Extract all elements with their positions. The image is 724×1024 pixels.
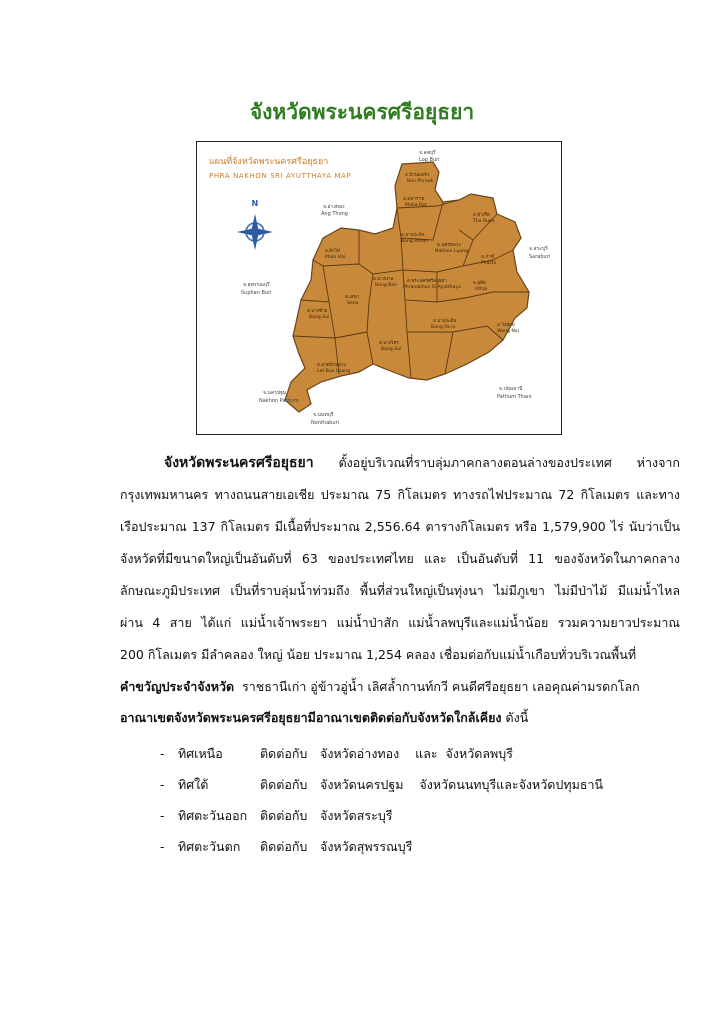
district-label-en: Wang Noi (497, 329, 519, 334)
district-label-th: อ.ลาดบัวหลวง (317, 363, 346, 368)
district-label-en: Bang Pahan (401, 239, 429, 244)
page-title: จังหวัดพระนครศรีอยุธยา (249, 100, 475, 124)
district-label-en: Sena (347, 301, 359, 306)
neighbor-label-th: จ.นนทบุรี (313, 412, 334, 418)
district-label-th: อ.บ้านแพรก (405, 173, 430, 178)
district-label-en: Uthai (475, 287, 488, 292)
intro-line-5: ลักษณะภูมิประเทศ เป็นที่ราบลุ่มน้ำท่วมถึง พื้นที่ส่วนใหญ่เป็นทุ่งนา ไม่มีภูเขา ไม่มีป่าไม้ มีแม่น้ำไหล (120, 583, 680, 598)
neighbor-label-th: จ.สระบุรี (529, 246, 548, 252)
boundary-direction: ทิศเหนือ (178, 746, 223, 761)
boundary-heading (120, 712, 680, 725)
intro-line-7: 200 กิโลเมตร มีลำคลอง ใหญ่ น้อย ประมาณ 1,254 คลอง เชื่อมต่อกับแม่น้ำเกือบทั่วบริเวณพื้นที่ (120, 647, 637, 662)
boundary-direction: ทิศตะวันตก (178, 839, 241, 854)
neighbor-label-en: Pathum Thani (497, 394, 532, 400)
district-label-en: Phranakhon Si Ayutthaya (403, 285, 461, 290)
district-label-en: Ban Phraek (407, 179, 434, 184)
boundary-provinces: จังหวัดนครปฐม จังหวัดนนทบุรีและจังหวัดปทุมธานี (320, 777, 604, 792)
map-title-en: PHRA NAKHON SRI AYUTTHAYA MAP (209, 172, 352, 180)
map-title-th: แผนที่จังหวัดพระนครศรีอยุธยา (209, 157, 329, 167)
district-label-th: อ.อุทัย (473, 281, 486, 286)
bullet-dash: - (160, 777, 165, 792)
boundary-direction: ทิศตะวันออก (178, 808, 248, 823)
neighbor-label-en: Suphan Buri (241, 290, 272, 296)
intro-line-2: กรุงเทพมหานคร ทางถนนสายเอเชีย ประมาณ 75 กิโลเมตร ทางรถไฟประมาณ 72 กิโลเมตร และทาง (120, 487, 680, 502)
neighbor-label-en: Saraburi (529, 254, 551, 260)
boundary-item (160, 775, 603, 795)
motto-text: ราชธานีเก่า อู่ข้าวอู่น้ำ เลิศล้ำกานท์กวี คนดีศรีอยุธยา เลอคุณค่ามรดกโลก (242, 679, 640, 694)
boundary-adjoin: ติดต่อกับ (260, 808, 308, 823)
district-label-en: Bang Ban (375, 283, 398, 288)
district-label-en: Lat Bua Luang (317, 369, 351, 374)
boundary-item (160, 837, 412, 857)
boundary-heading-tail: ดังนี้ (505, 710, 529, 725)
district-label-th: อ.ผักไห่ (325, 249, 341, 254)
bullet-dash: - (160, 808, 165, 823)
boundary-adjoin: ติดต่อกับ (260, 746, 308, 761)
boundary-adjoin: ติดต่อกับ (260, 777, 308, 792)
district-label-th: อ.พระนครศรีอยุธยา (407, 279, 447, 284)
bullet-dash: - (160, 839, 165, 854)
neighbor-label-en: Nakhon Pathom (259, 398, 299, 404)
intro-line-4: จังหวัดที่มีขนาดใหญ่เป็นอันดับที่ 63 ของประเทศไทย และ เป็นอันดับที่ 11 ของจังหวัดในภาคกลาง (120, 551, 680, 566)
neighbor-label-en: Lop Buri (419, 157, 440, 163)
district-label-th: อ.บางซ้าย (307, 309, 328, 314)
province-map-graphic (197, 142, 561, 434)
district-label-en: Maha Rat (405, 203, 427, 208)
boundary-provinces: จังหวัดสุพรรณบุรี (320, 839, 413, 854)
boundary-heading-bold: อาณาเขตจังหวัดพระนครศรีอยุธยามีอาณาเขตติดต่อกับจังหวัดใกล้เคียง (120, 710, 502, 725)
district-label-en: Bang Pa-in (431, 325, 456, 330)
intro-text: ตั้งอยู่บริเวณที่ราบลุ่มภาคกลางตอนล่างของประเทศ ห่างจาก (338, 455, 680, 470)
district-label-en: Bang Sai (309, 315, 330, 320)
province-map (196, 141, 562, 435)
neighbor-label-th: จ.ปทุมธานี (499, 386, 523, 392)
bullet-dash: - (160, 746, 165, 761)
intro-line-1 (120, 456, 680, 470)
boundary-direction: ทิศใต้ (178, 777, 209, 792)
district-label-th: อ.ท่าเรือ (473, 213, 490, 218)
district-label-th: อ.นครหลวง (437, 243, 461, 248)
boundary-adjoin: ติดต่อกับ (260, 839, 308, 854)
district-label-en: Nakhon Luang (435, 249, 469, 254)
neighbor-label-th: จ.อ่างทอง (323, 204, 345, 210)
district-label-en: Phachi (481, 261, 497, 266)
district-label-th: อ.มหาราช (403, 197, 425, 202)
motto-label: คำขวัญประจำจังหวัด (120, 679, 235, 694)
neighbor-label-en: Nonthaburi (311, 420, 339, 426)
district-label-th: อ.วังน้อย (497, 323, 515, 328)
neighbor-label-th: จ.สุพรรณบุรี (243, 282, 270, 288)
neighbor-label-th: จ.นครปฐม (263, 390, 287, 396)
motto-line (120, 681, 680, 694)
boundary-item (160, 744, 513, 764)
boundary-item (160, 806, 393, 826)
province-name-bold: จังหวัดพระนครศรีอยุธยา (164, 455, 314, 471)
district-label-th: อ.เสนา (345, 295, 360, 300)
district-label-th: อ.บางปะหัน (401, 233, 425, 238)
boundary-provinces: จังหวัดสระบุรี (320, 808, 393, 823)
intro-line-3: เรือประมาณ 137 กิโลเมตร มีเนื้อที่ประมาณ 2,556.64 ตารางกิโลเมตร หรือ 1,579,900 ไร่ นับว่าเป็น (120, 519, 680, 534)
compass-north: N (251, 199, 259, 208)
district-label-th: อ.บางปะอิน (433, 319, 457, 324)
intro-line-6: ผ่าน 4 สาย ได้แก่ แม่น้ำเจ้าพระยา แม่น้ำป่าสัก แม่น้ำลพบุรีและแม่น้ำน้อย รวมความยาวประมาณ (120, 615, 680, 630)
district-label-th: อ.บางไทร (379, 341, 399, 346)
district-label-en: Bang Sai (381, 347, 402, 352)
boundary-provinces: จังหวัดอ่างทอง และ จังหวัดลพบุรี (320, 746, 513, 761)
neighbor-label-th: จ.ลพบุรี (419, 150, 436, 156)
district-label-th: อ.บางบาล (373, 277, 394, 282)
district-label-th: อ.ภาชี (481, 255, 494, 260)
neighbor-label-en: Ang Thong (321, 211, 348, 217)
district-label-en: Tha Ruea (473, 219, 495, 224)
district-label-en: Phak Hai (325, 255, 346, 260)
